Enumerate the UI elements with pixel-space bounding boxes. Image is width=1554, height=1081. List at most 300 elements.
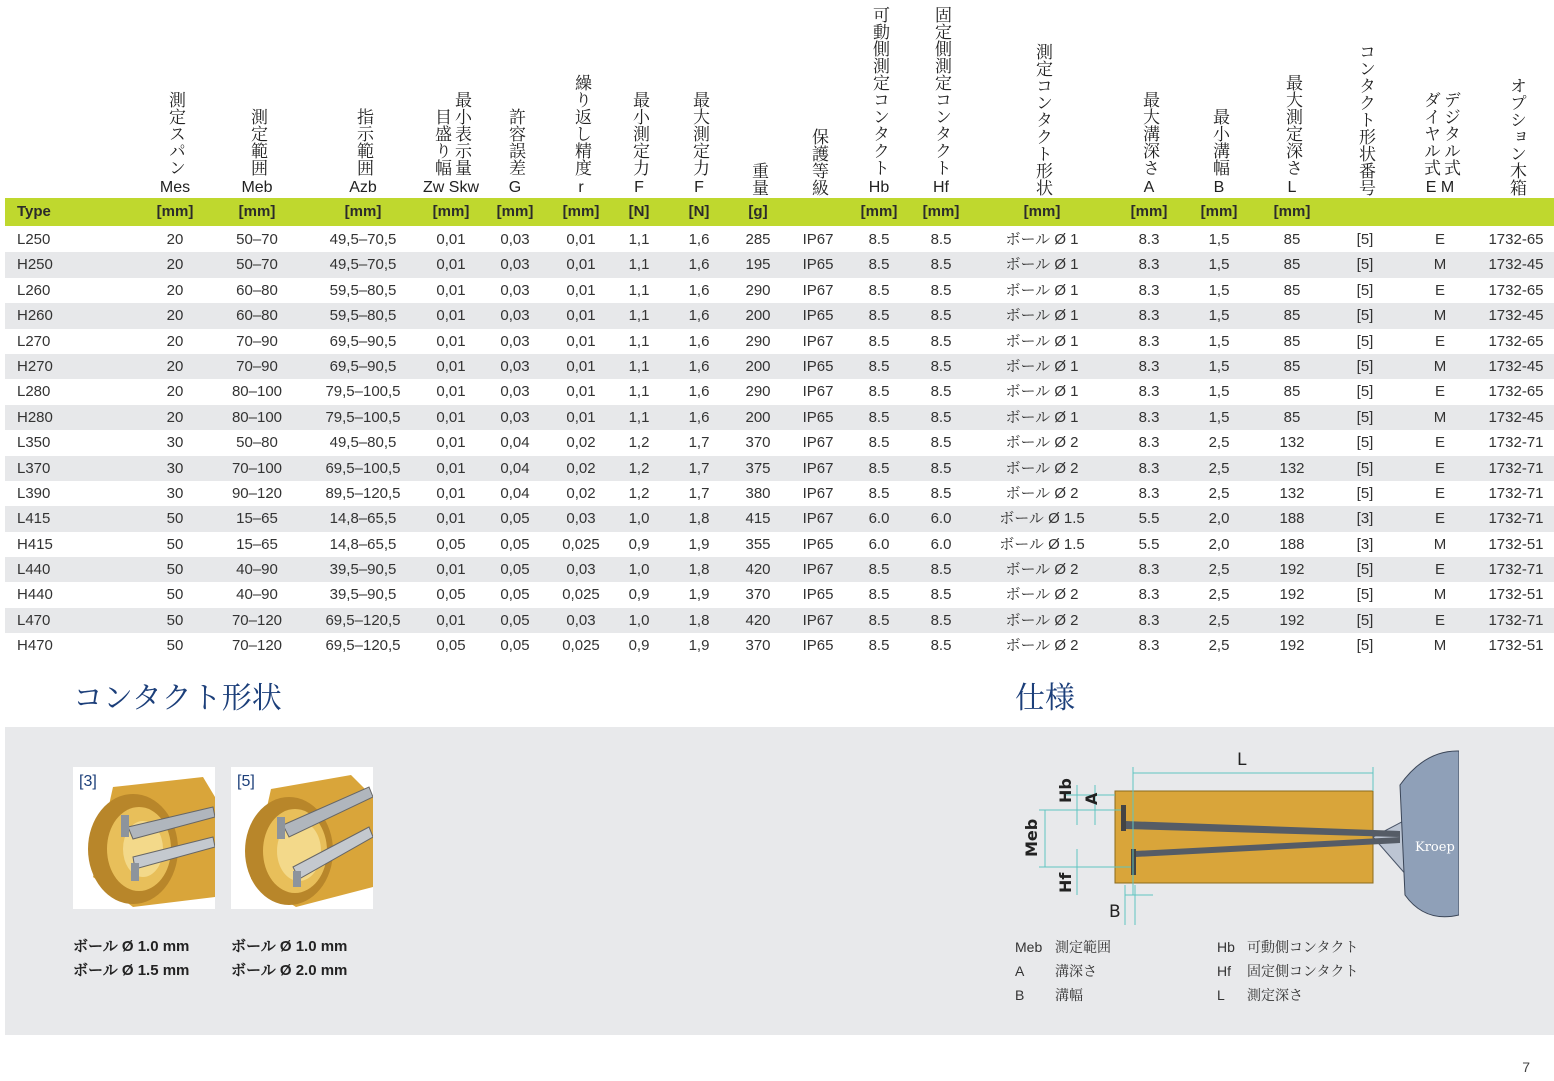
header-symbol: Meb [241, 179, 273, 196]
column-header [1343, 0, 1387, 198]
table-cell: 0,01 [566, 408, 596, 426]
table-cell: 0,025 [562, 637, 600, 655]
table-cell: 132 [1279, 434, 1305, 452]
unit-label: [N] [628, 203, 650, 220]
header-label: 許容誤差 [506, 108, 525, 176]
table-cell: 0,01 [436, 408, 466, 426]
column-header [1269, 0, 1315, 198]
legend-item-meb: Meb 測定範囲 [1015, 939, 1111, 955]
table-cell: 1732-45 [1488, 408, 1544, 426]
table-cell: [5] [1356, 459, 1374, 477]
table-cell: 8.5 [868, 459, 890, 477]
table-cell: 1,6 [688, 231, 710, 248]
legend-item-hf: Hf 固定側コンタクト [1217, 963, 1359, 979]
table-cell: 1,1 [628, 408, 650, 426]
table-cell: [5] [1356, 307, 1374, 325]
column-header [145, 0, 205, 198]
table-cell: 200 [745, 357, 771, 375]
table-cell: 285 [745, 231, 771, 248]
table-cell: 20 [166, 256, 184, 274]
table-cell: 8.3 [1138, 383, 1160, 401]
table-cell: 49,5–70,5 [329, 231, 397, 248]
contact-5-tag: [5] [237, 773, 255, 790]
table-cell: 1,7 [688, 459, 710, 477]
table-cell: 8.5 [930, 307, 952, 325]
table-cell: 290 [745, 332, 771, 350]
table-cell: 1,1 [628, 332, 650, 350]
table-cell: 132 [1279, 484, 1305, 502]
table-cell: 20 [166, 231, 184, 248]
header-label: 目盛り幅 [432, 108, 451, 176]
table-cell: 0,05 [500, 611, 530, 629]
table-cell: 8.5 [868, 434, 890, 452]
table-cell: 0,05 [500, 535, 530, 553]
table-cell: 1732-71 [1488, 510, 1544, 528]
table-cell: 8.3 [1138, 307, 1160, 325]
table-cell: 0,01 [436, 484, 466, 502]
header-symbol: F [694, 179, 704, 196]
table-cell: 8.5 [868, 561, 890, 579]
table-cell: 200 [745, 408, 771, 426]
header-label: 保護等級 [809, 128, 828, 196]
table-cell: 290 [745, 281, 771, 299]
table-cell: 8.3 [1138, 357, 1160, 375]
table-cell: 8.3 [1138, 459, 1160, 477]
table-cell: ボール Ø 2 [1005, 611, 1079, 629]
table-cell: 2,5 [1208, 459, 1230, 477]
table-cell: [5] [1356, 383, 1374, 401]
table-cell: 60–80 [236, 307, 278, 325]
table-cell: 132 [1279, 459, 1305, 477]
contact-5-image [231, 767, 373, 909]
table-cell: 49,5–70,5 [329, 256, 397, 274]
table-row [5, 481, 1554, 506]
table-cell: 192 [1279, 611, 1305, 629]
table-cell: L250 [17, 231, 51, 248]
table-cell: 1732-45 [1488, 357, 1544, 375]
table-cell: E [1434, 459, 1445, 477]
legend-item-hb: Hb 可動側コンタクト [1217, 939, 1359, 955]
table-cell: 8.3 [1138, 637, 1160, 655]
table-cell: 0,01 [436, 357, 466, 375]
table-cell: 40–90 [236, 561, 278, 579]
table-cell: 1,5 [1208, 231, 1230, 248]
table-row [5, 354, 1554, 379]
table-cell: 2,5 [1208, 586, 1230, 604]
table-cell: E [1434, 434, 1445, 452]
header-label: 最小測定力 [630, 91, 649, 176]
column-header [555, 0, 607, 198]
table-cell: 8.5 [930, 484, 952, 502]
table-cell: E [1434, 231, 1445, 248]
table-cell: [3] [1356, 510, 1374, 528]
header-label: デジタル式 [1441, 91, 1460, 176]
dim-Hb: Hb [1056, 778, 1075, 803]
table-cell: 1732-71 [1488, 484, 1544, 502]
table-cell: 50 [166, 586, 184, 604]
table-cell: 1,7 [688, 484, 710, 502]
table-cell: L440 [17, 561, 51, 579]
table-cell: 0,01 [566, 357, 596, 375]
header-symbol: E M [1425, 179, 1455, 196]
table-cell: 8.3 [1138, 484, 1160, 502]
table-cell: 290 [745, 383, 771, 401]
table-cell: H470 [17, 637, 53, 655]
table-cell: 0,01 [436, 231, 466, 248]
table-cell: 8.3 [1138, 281, 1160, 299]
table-cell: 355 [745, 535, 771, 553]
header-symbol: Mes [159, 179, 191, 196]
unit-label: [mm] [860, 203, 898, 220]
table-row [5, 506, 1554, 531]
table-cell: 8.5 [868, 231, 890, 248]
table-cell: 0,01 [436, 561, 466, 579]
column-header [1481, 0, 1551, 198]
table-cell: 0,05 [500, 637, 530, 655]
table-cell: 0,01 [436, 611, 466, 629]
table-cell: 85 [1283, 281, 1301, 299]
table-cell: 8.3 [1138, 611, 1160, 629]
table-cell: IP65 [802, 357, 834, 375]
table-cell: [5] [1356, 586, 1374, 604]
table-row [5, 329, 1554, 354]
table-cell: 1,8 [688, 611, 710, 629]
table-cell: ボール Ø 1 [1005, 357, 1079, 375]
table-cell: 0,05 [500, 586, 530, 604]
table-cell: 1,6 [688, 256, 710, 274]
table-cell: E [1434, 383, 1445, 401]
table-cell: L415 [17, 510, 51, 528]
table-cell: IP65 [802, 637, 834, 655]
table-cell: 0,01 [566, 307, 596, 325]
table-cell: M [1433, 637, 1447, 655]
table-cell: ボール Ø 2 [1005, 586, 1079, 604]
table-cell: 8.5 [930, 332, 952, 350]
table-cell: 15–65 [236, 510, 278, 528]
header-symbol: Zw Skw [423, 179, 479, 196]
table-cell: E [1434, 332, 1445, 350]
table-cell: IP67 [802, 459, 834, 477]
unit-label: [mm] [496, 203, 534, 220]
table-cell: M [1433, 256, 1447, 274]
header-label: 最大測定力 [690, 91, 709, 176]
table-row [5, 252, 1554, 277]
table-cell: ボール Ø 1.5 [999, 510, 1085, 528]
table-cell: 2,0 [1208, 535, 1230, 553]
table-cell: 20 [166, 408, 184, 426]
header-label: 可動側測定コンタクト [870, 6, 889, 176]
table-cell: L260 [17, 281, 51, 299]
table-cell: 6.0 [868, 510, 890, 528]
table-cell: 1,6 [688, 383, 710, 401]
header-label: オプション木箱 [1507, 77, 1526, 196]
table-cell: 1,0 [628, 561, 650, 579]
table-cell: 50 [166, 637, 184, 655]
table-cell: 8.3 [1138, 561, 1160, 579]
table-cell: 30 [166, 434, 184, 452]
table-cell: 0,04 [500, 484, 530, 502]
table-cell: 1,1 [628, 231, 650, 248]
column-header [493, 0, 537, 198]
table-cell: 70–100 [231, 459, 283, 477]
table-cell: 1,9 [688, 637, 710, 655]
table-cell: 20 [166, 281, 184, 299]
table-cell: 1,5 [1208, 357, 1230, 375]
table-cell: IP65 [802, 256, 834, 274]
table-cell: 50–70 [236, 256, 278, 274]
table-cell: IP65 [802, 408, 834, 426]
table-cell: 1,5 [1208, 281, 1230, 299]
table-cell: 0,01 [436, 256, 466, 274]
table-cell: 1732-71 [1488, 611, 1544, 629]
column-header [677, 0, 721, 198]
table-cell: 2,5 [1208, 484, 1230, 502]
table-cell: 420 [745, 561, 771, 579]
table-cell: 6.0 [930, 535, 952, 553]
table-cell: 14,8–65,5 [329, 535, 397, 553]
table-cell: 0,04 [500, 459, 530, 477]
table-cell: 8.5 [930, 586, 952, 604]
dim-A: A [1082, 792, 1101, 805]
column-header [1197, 0, 1241, 198]
table-cell: 380 [745, 484, 771, 502]
dim-Meb: Meb [1022, 818, 1041, 857]
table-cell: 20 [166, 383, 184, 401]
table-cell: 8.5 [868, 611, 890, 629]
table-cell: IP65 [802, 535, 834, 553]
table-cell: 1,7 [688, 434, 710, 452]
table-cell: 85 [1283, 383, 1301, 401]
table-cell: 0,05 [436, 637, 466, 655]
table-cell: 69,5–90,5 [329, 357, 397, 375]
header-symbol: A [1143, 179, 1155, 196]
table-cell: 1,1 [628, 256, 650, 274]
table-cell: IP67 [802, 611, 834, 629]
table-cell: ボール Ø 1 [1005, 256, 1079, 274]
table-cell: IP67 [802, 231, 834, 248]
header-label: コンタクト形状番号 [1356, 43, 1375, 196]
table-cell: H440 [17, 586, 53, 604]
table-cell: 0,01 [436, 434, 466, 452]
table-cell: 8.5 [868, 484, 890, 502]
table-cell: 20 [166, 307, 184, 325]
table-cell: 5.5 [1138, 510, 1160, 528]
spec-diagram [1005, 745, 1459, 935]
table-cell: 89,5–120,5 [325, 484, 401, 502]
table-cell: 49,5–80,5 [329, 434, 397, 452]
table-cell: 188 [1279, 535, 1305, 553]
table-cell: H415 [17, 535, 53, 553]
table-cell: L350 [17, 434, 51, 452]
table-cell: 0,01 [436, 332, 466, 350]
table-cell: 1,1 [628, 281, 650, 299]
column-header [987, 0, 1097, 198]
table-cell: 85 [1283, 256, 1301, 274]
table-cell: IP67 [802, 281, 834, 299]
table-cell: 8.5 [868, 307, 890, 325]
table-cell: 1,0 [628, 510, 650, 528]
table-cell: 0,03 [500, 231, 530, 248]
table-cell: L270 [17, 332, 51, 350]
table-cell: 1,1 [628, 357, 650, 375]
table-cell: [5] [1356, 637, 1374, 655]
table-cell: 59,5–80,5 [329, 307, 397, 325]
contact-3-caption-1: ボール Ø 1.0 mm [73, 938, 190, 955]
table-cell: IP67 [802, 510, 834, 528]
table-cell: 40–90 [236, 586, 278, 604]
table-cell: IP67 [802, 332, 834, 350]
table-cell: H270 [17, 357, 53, 375]
table-cell: 1732-51 [1488, 535, 1544, 553]
table-cell: 420 [745, 611, 771, 629]
table-cell: IP67 [802, 484, 834, 502]
table-cell: L370 [17, 459, 51, 477]
table-cell: 0,9 [628, 586, 650, 604]
table-cell: 0,02 [566, 434, 596, 452]
table-cell: 70–90 [236, 332, 278, 350]
column-header [857, 0, 901, 198]
unit-label: [mm] [1273, 203, 1311, 220]
table-cell: 1732-71 [1488, 434, 1544, 452]
unit-label: [mm] [1200, 203, 1238, 220]
table-cell: 0,01 [566, 332, 596, 350]
table-row [5, 633, 1554, 658]
table-cell: 8.5 [930, 611, 952, 629]
table-cell: H280 [17, 408, 53, 426]
table-cell: IP67 [802, 434, 834, 452]
table-cell: 8.5 [868, 332, 890, 350]
table-cell: 39,5–90,5 [329, 586, 397, 604]
table-cell: 0,04 [500, 434, 530, 452]
contact-3-caption [73, 935, 189, 983]
table-cell: 8.5 [868, 357, 890, 375]
table-cell: 370 [745, 586, 771, 604]
table-cell: 8.5 [868, 383, 890, 401]
table-cell: H260 [17, 307, 53, 325]
header-symbol: Azb [349, 179, 377, 196]
table-cell: 85 [1283, 307, 1301, 325]
column-header [617, 0, 661, 198]
contact-5-caption-1: ボール Ø 1.0 mm [231, 938, 348, 955]
table-cell: [5] [1356, 611, 1374, 629]
table-cell: 8.5 [930, 408, 952, 426]
table-cell: IP65 [802, 586, 834, 604]
table-cell: 1,5 [1208, 408, 1230, 426]
header-symbol: Hf [933, 179, 949, 196]
header-symbol: L [1287, 179, 1297, 196]
table-cell: 0,02 [566, 459, 596, 477]
table-cell: 50 [166, 611, 184, 629]
table-cell: 85 [1283, 357, 1301, 375]
table-cell: M [1433, 586, 1447, 604]
illustration-panel [5, 727, 1554, 1035]
unit-label: [mm] [562, 203, 600, 220]
table-cell: E [1434, 561, 1445, 579]
table-cell: 1,8 [688, 561, 710, 579]
table-cell: M [1433, 408, 1447, 426]
table-cell: 0,01 [566, 256, 596, 274]
table-cell: 8.5 [930, 383, 952, 401]
table-cell: 192 [1279, 586, 1305, 604]
table-cell: 0,03 [500, 383, 530, 401]
header-label: 最小溝幅 [1210, 108, 1229, 176]
table-cell: 0,025 [562, 535, 600, 553]
table-cell: 1,5 [1208, 256, 1230, 274]
contact-3-tag: [3] [79, 773, 97, 790]
table-cell: 90–120 [231, 484, 283, 502]
table-cell: ボール Ø 1 [1005, 307, 1079, 325]
table-cell: 8.3 [1138, 408, 1160, 426]
table-cell: 2,5 [1208, 637, 1230, 655]
table-cell: H250 [17, 256, 53, 274]
header-symbol: B [1213, 179, 1225, 196]
table-cell: 0,01 [566, 231, 596, 248]
table-cell: 415 [745, 510, 771, 528]
table-cell: E [1434, 510, 1445, 528]
table-cell: 70–120 [231, 637, 283, 655]
table-cell: 6.0 [930, 510, 952, 528]
header-label: 最大測定深さ [1283, 74, 1302, 176]
table-cell: IP67 [802, 561, 834, 579]
table-cell: L390 [17, 484, 51, 502]
table-cell: 8.3 [1138, 332, 1160, 350]
table-row [5, 608, 1554, 633]
table-cell: ボール Ø 1 [1005, 332, 1079, 350]
table-cell: 1,2 [628, 484, 650, 502]
table-cell: 79,5–100,5 [325, 408, 401, 426]
table-cell: 50 [166, 535, 184, 553]
table-cell: 0,05 [500, 510, 530, 528]
table-cell: 1732-51 [1488, 637, 1544, 655]
table-cell: 1732-51 [1488, 586, 1544, 604]
column-header [415, 0, 487, 198]
table-cell: E [1434, 611, 1445, 629]
table-cell: 0,05 [500, 561, 530, 579]
table-cell: 0,05 [436, 535, 466, 553]
column-header [321, 0, 405, 198]
table-cell: 8.5 [930, 357, 952, 375]
table-row [5, 405, 1554, 430]
table-cell: [5] [1356, 281, 1374, 299]
table-cell: 1,9 [688, 586, 710, 604]
table-cell: [5] [1356, 408, 1374, 426]
table-cell: 69,5–100,5 [325, 459, 401, 477]
table-cell: 1,5 [1208, 383, 1230, 401]
table-cell: 80–100 [231, 383, 283, 401]
table-cell: 60–80 [236, 281, 278, 299]
table-cell: 1732-71 [1488, 459, 1544, 477]
table-cell: 69,5–90,5 [329, 332, 397, 350]
column-header [1127, 0, 1171, 198]
table-cell: 0,01 [436, 459, 466, 477]
table-cell: 1,9 [688, 535, 710, 553]
table-cell: 8.5 [930, 281, 952, 299]
table-row [5, 227, 1554, 252]
table-cell: ボール Ø 2 [1005, 459, 1079, 477]
contact-3-caption-2: ボール Ø 1.5 mm [73, 962, 190, 979]
table-cell: 8.5 [868, 281, 890, 299]
dim-Hf: Hf [1056, 872, 1075, 893]
brand-text: Kroep [1415, 840, 1455, 855]
table-cell: [5] [1356, 332, 1374, 350]
table-cell: 50 [166, 510, 184, 528]
table-cell: 0,03 [500, 408, 530, 426]
header-label: 重量 [749, 162, 768, 196]
table-cell: M [1433, 357, 1447, 375]
table-cell: 0,01 [436, 510, 466, 528]
spec-legend-right [1217, 935, 1358, 1007]
column-header [919, 0, 963, 198]
